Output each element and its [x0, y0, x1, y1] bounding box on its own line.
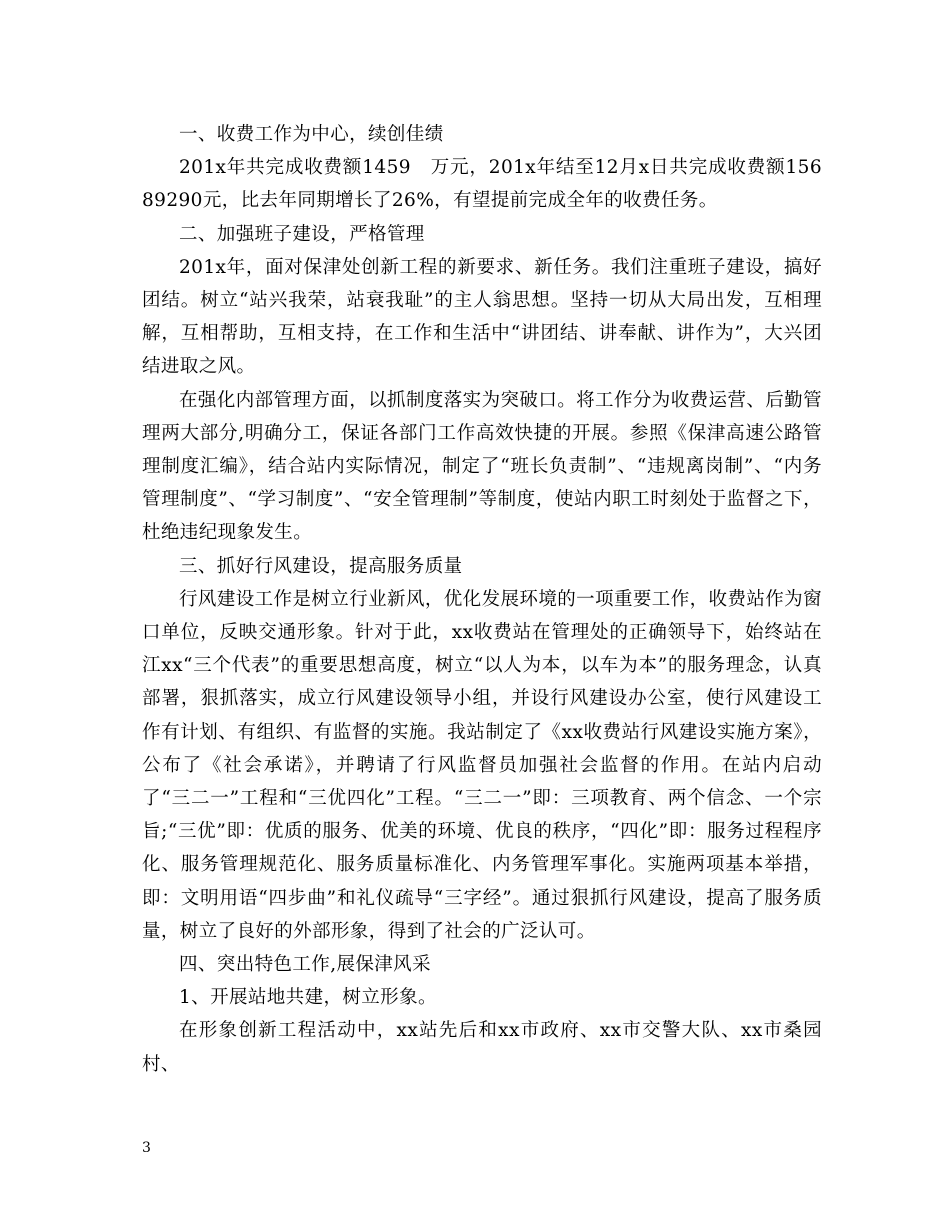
section-heading-1: 一、收费工作为中心，续创佳绩: [179, 124, 444, 145]
section-heading-2: 二、加强班子建设，严格管理: [179, 223, 425, 245]
section-heading-4: 四、突出特色工作,展保津风采: [179, 954, 431, 976]
section-heading-3: 三、抓好行风建设，提高服务质量: [179, 555, 463, 577]
page-number: 3: [142, 1140, 151, 1156]
paragraph-team-building: 201x年，面对保津处创新工程的新要求、新任务。我们注重班子建设，搞好团结。树立“站兴我荣，站衰我耻”的主人翁思想。坚持一切从大局出发，互相理解，互相帮助，互相支持，在工作和生活中“讲团结、讲奉献、讲作为”，大兴团结进取之风。: [142, 256, 822, 378]
paragraph-image-innovation: 在形象创新工程活动中，xx站先后和xx市政府、xx市交警大队、xx市桑园村、: [142, 1020, 822, 1075]
paragraph-revenue: 201x年共完成收费额1459 万元，201x年结至12月x日共完成收费额15689290元，比去年同期增长了26%，有望提前完成全年的收费任务。: [142, 157, 822, 212]
subsection-heading-4-1: 1、开展站地共建，树立形象。: [179, 987, 437, 1009]
document-body: [142, 118, 822, 1081]
paragraph-internal-management: 在强化内部管理方面，以抓制度落实为突破口。将工作分为收费运营、后勤管理两大部分,明确分工，保证各部门工作高效快捷的开展。参照《保津高速公路管理制度汇编》，结合站内实际情况，制定了“班长负责制”、“违规离岗制”、“内务管理制度”、“学习制度”、“安全管理制”等制度，使站内职工时刻处于监督之下，杜绝违纪现象发生。: [142, 389, 822, 544]
paragraph-service-quality: 行风建设工作是树立行业新风，优化发展环境的一项重要工作，收费站作为窗口单位，反映交通形象。针对于此，xx收费站在管理处的正确领导下，始终站在江xx“三个代表”的重要思想高度，树立“以人为本，以车为本”的服务理念，认真部署，狠抓落实，成立行风建设领导小组，并设行风建设办公室，使行风建设工作有计划、有组织、有监督的实施。我站制定了《xx收费站行风建设实施方案》，公布了《社会承诺》，并聘请了行风监督员加强社会监督的作用。在站内启动了“三二一”工程和“三优四化”工程。“三二一”即：三项教育、两个信念、一个宗旨;“三优”即：优质的服务、优美的环境、优良的秩序，“四化”即：服务过程程序化、服务管理规范化、服务质量标准化、内务管理军事化。实施两项基本举措，即：文明用语“四步曲”和礼仪疏导“三字经”。通过狠抓行风建设，提高了服务质量，树立了良好的外部形象，得到了社会的广泛认可。: [142, 588, 822, 942]
